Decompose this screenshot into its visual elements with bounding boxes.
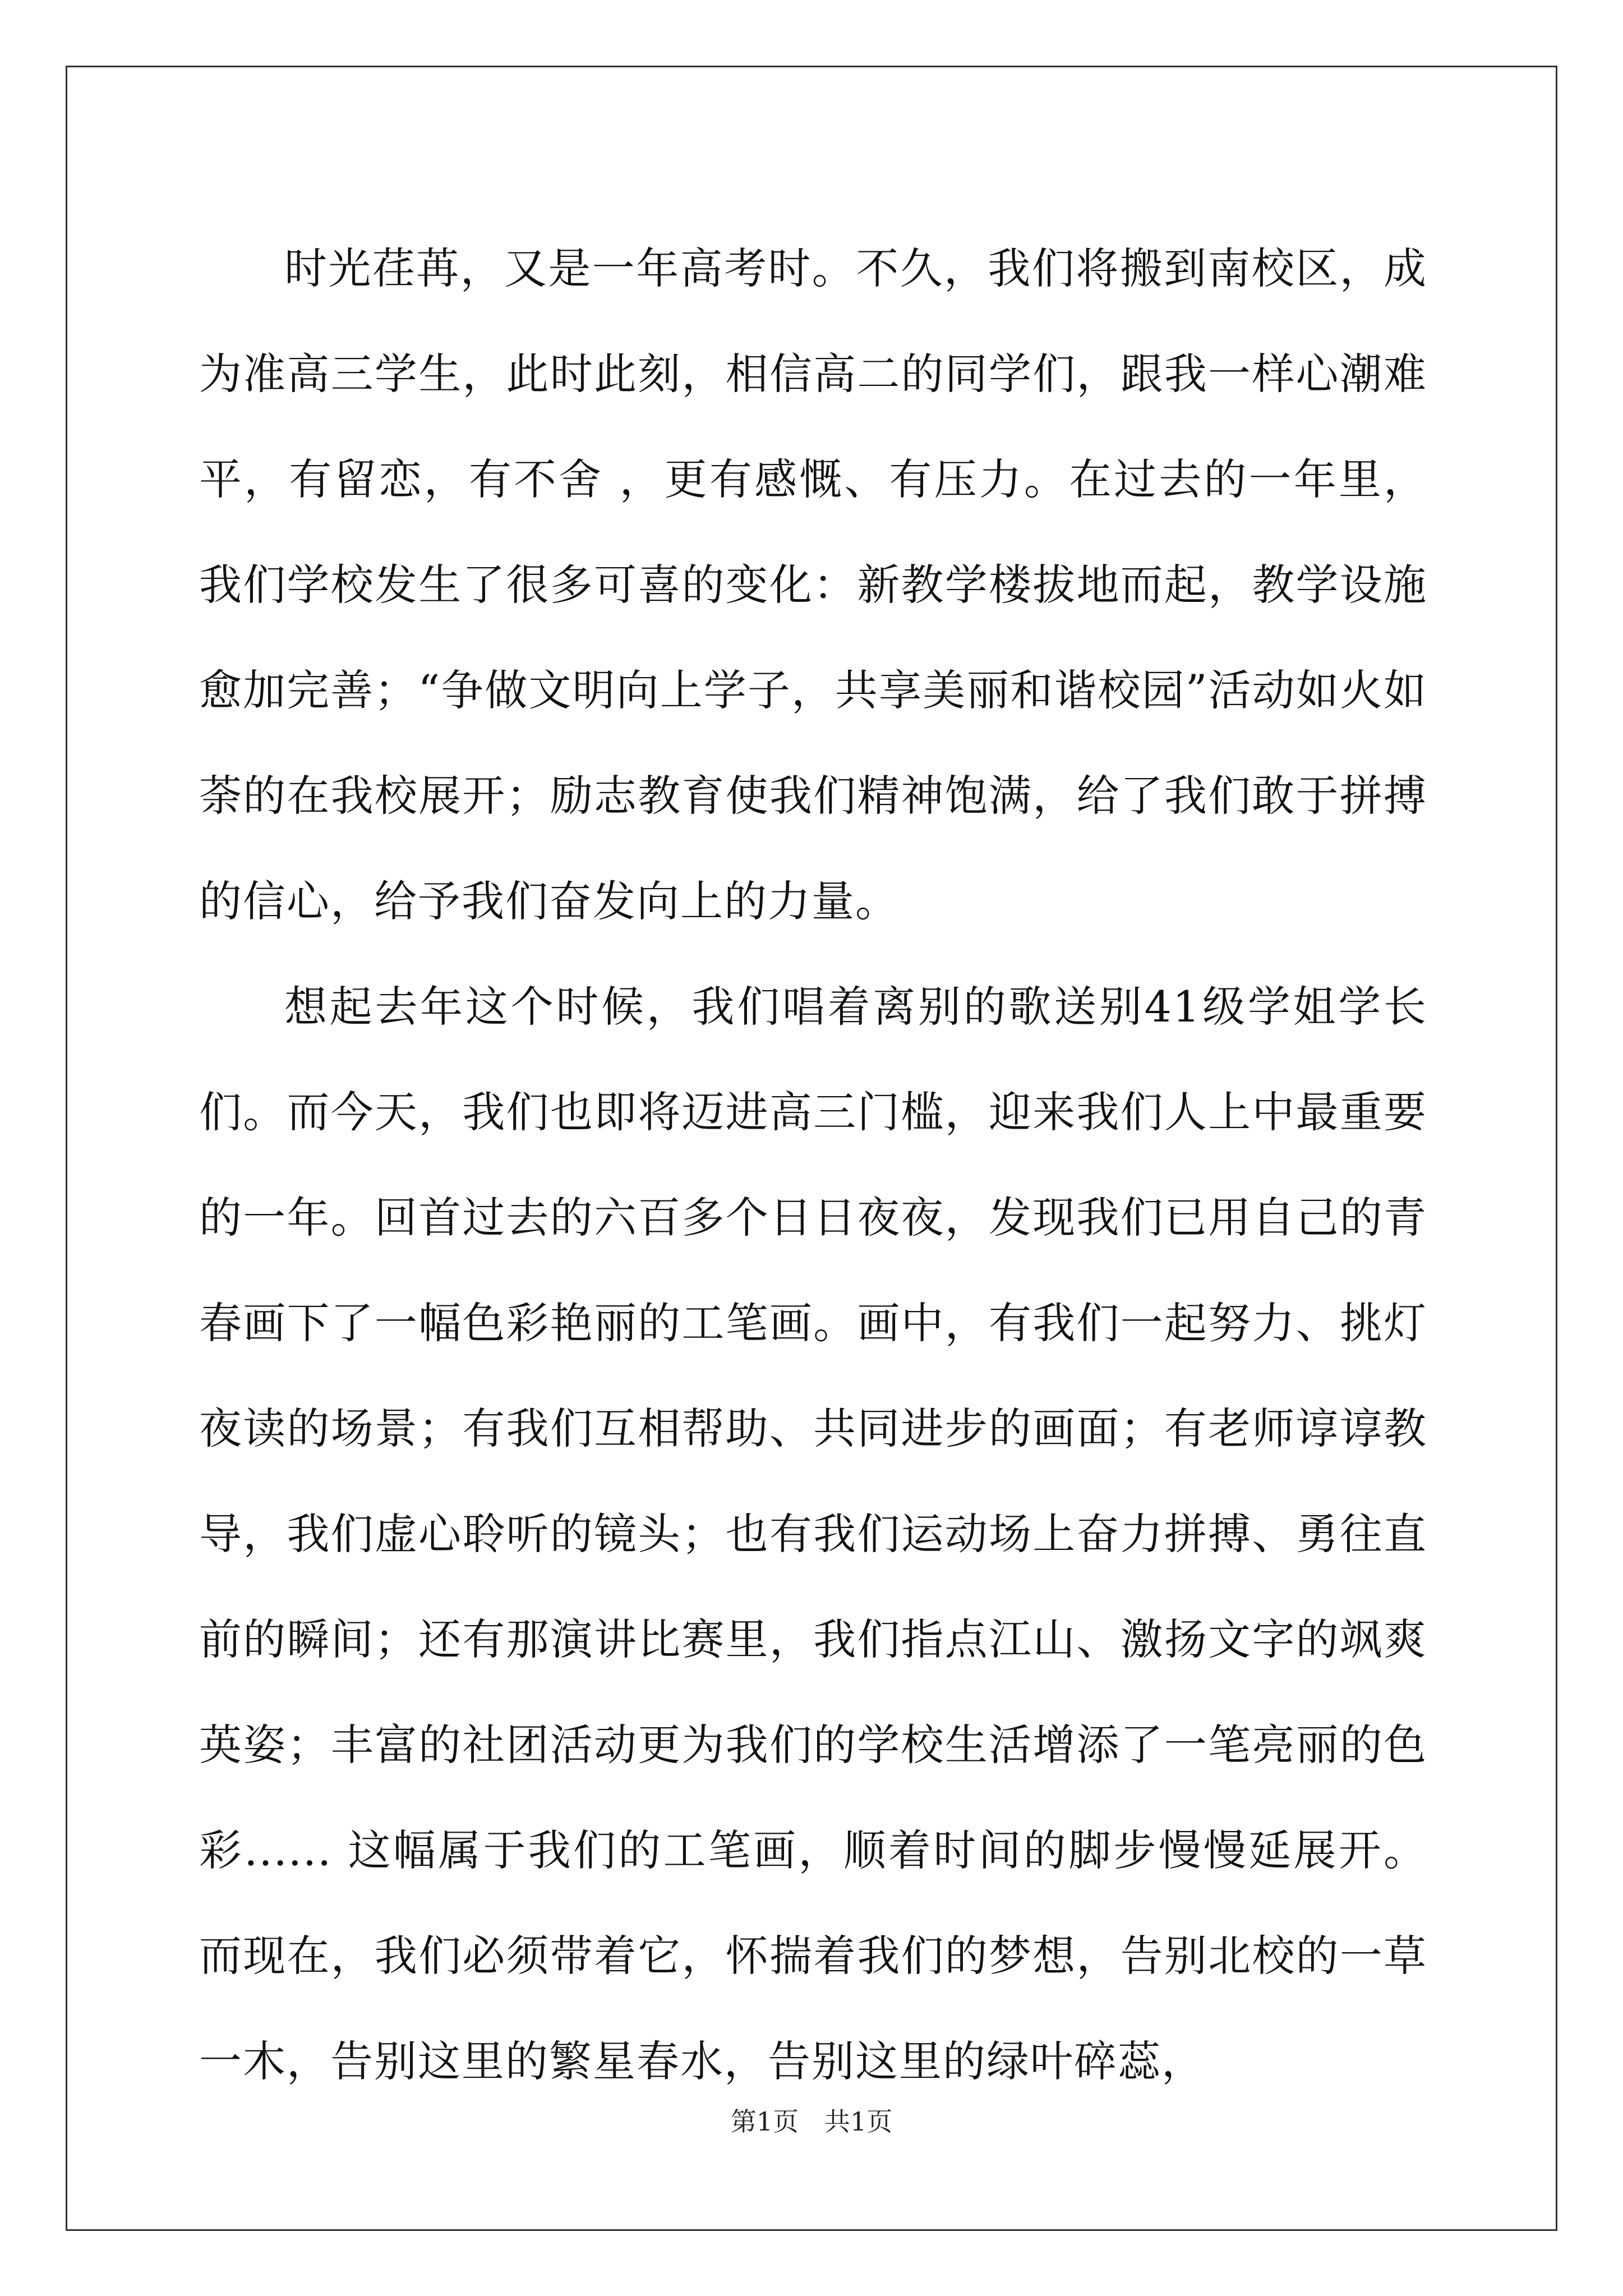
- paragraph-2: 想起去年这个时候，我们唱着离别的歌送别41级学姐学长们。而今天，我们也即将迈进高三门槛，迎来我们人上中最重要的一年。回首过去的六百多个日日夜夜，发现我们已用自己的青春画下了一幅色彩艳丽的工笔画。画中，有我们一起努力、挑灯夜读的场景；有我们互相帮助、共同进步的画面；有老师谆谆教导，我们虚心聆听的镜头；也有我们运动场上奋力拼搏、勇往直前的瞬间；还有那演讲比赛里，我们指点江山、激扬文字的飒爽英姿；丰富的社团活动更为我们的学校生活增添了一笔亮丽的色彩...... 这幅属于我们的工笔画，顺着时间的脚步慢慢延展开。而现在，我们必须带着它，怀揣着我们的梦想，告别北校的一草一木，告别这里的繁星春水，告别这里的绿叶碎蕊，: [199, 982, 1427, 2086]
- document-body: [199, 216, 1427, 2114]
- page-number: 第1页: [730, 2106, 799, 2137]
- page-footer: [0, 2105, 1623, 2138]
- paragraph-1: 时光荏苒，又是一年高考时。不久，我们将搬到南校区，成为准高三学生，此时此刻，相信高二的同学们，跟我一样心潮难平，有留恋，有不舍 ，更有感慨、有压力。在过去的一年里，我们学校发生了很多可喜的变化：新教学楼拔地而起，教学设施愈加完善；“争做文明向上学子，共享美丽和谐校园”活动如火如荼的在我校展开；励志教育使我们精神饱满，给了我们敢于拼搏的信心，给予我们奋发向上的力量。: [199, 243, 1427, 926]
- page-total: 共1页: [824, 2106, 893, 2137]
